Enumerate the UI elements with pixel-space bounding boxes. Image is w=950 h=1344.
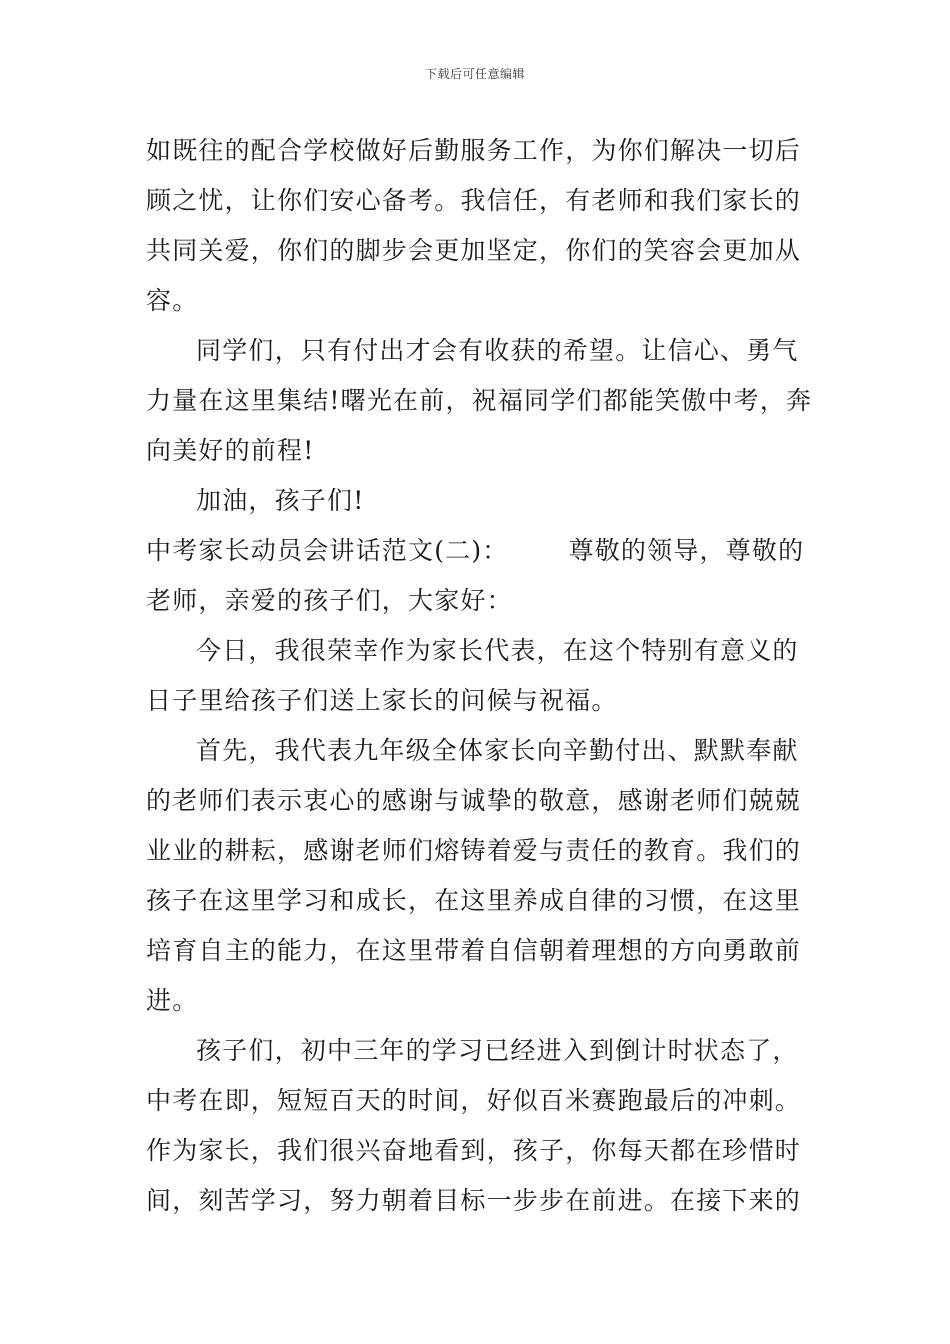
text-line: 培育自主的能力，在这里带着自信朝着理想的方向勇敢前 [146,936,802,965]
greeting-start: 尊敬的领导，尊敬的 [568,536,805,565]
text-line: 顾之忧，让你们安心备考。我信任，有老师和我们家长的 [146,186,802,215]
text-line: 容。 [146,286,199,315]
text-line: 进。 [146,986,199,1015]
text-line: 力量在这里集结!曙光在前，祝福同学们都能笑傲中考，奔 [146,386,813,415]
text-line: 首先，我代表九年级全体家长向辛勤付出、默默奉献 [196,736,799,765]
paragraph [146,476,806,526]
text-line: 同学们，只有付出才会有收获的希望。让信心、勇气 [196,336,799,365]
page-header-note: 下载后可任意编辑 [424,67,525,81]
text-line: 向美好的前程! [146,436,315,465]
paragraph [146,626,806,726]
text-line: 间，刻苦学习，努力朝着目标一步步在前进。在接下来的 [146,1186,802,1215]
greeting-end: 老师，亲爱的孩子们，大家好： [146,586,513,615]
section-title: 中考家长动员会讲话范文(二)： [146,536,509,565]
document-body [146,126,813,1226]
text-line: 如既往的配合学校做好后勤服务工作，为你们解决一切后 [146,136,802,165]
paragraph [146,126,806,326]
paragraph [146,726,806,1026]
text-line: 日子里给孩子们送上家长的问候与祝福。 [146,686,618,715]
text-line: 作为家长，我们很兴奋地看到，孩子，你每天都在珍惜时 [146,1136,802,1165]
text-line: 孩子们，初中三年的学习已经进入到倒计时状态了， [196,1036,799,1065]
paragraph [146,326,813,476]
text-line: 的老师们表示衷心的感谢与诚挚的敬意，感谢老师们兢兢 [146,786,802,815]
text-line: 中考在即，短短百天的时间，好似百米赛跑最后的冲刺。 [146,1086,802,1115]
text-line: 共同关爱，你们的脚步会更加坚定，你们的笑容会更加从 [146,236,802,265]
text-line: 孩子在这里学习和成长，在这里养成自律的习惯，在这里 [146,886,802,915]
section-heading [146,526,806,626]
text-line: 业业的耕耘，感谢老师们熔铸着爱与责任的教育。我们的 [146,836,802,865]
text-line: 加油，孩子们! [196,486,365,515]
paragraph [146,1026,806,1226]
text-line: 今日，我很荣幸作为家长代表，在这个特别有意义的 [196,636,799,665]
